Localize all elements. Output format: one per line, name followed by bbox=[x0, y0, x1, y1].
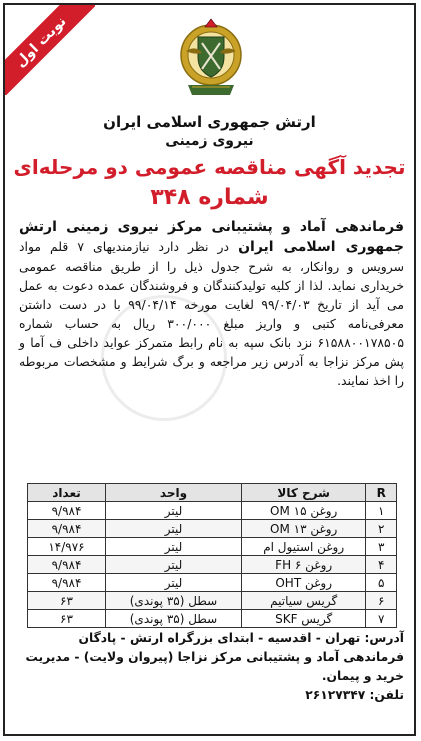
table-row bbox=[28, 610, 397, 628]
row-quantity: ۶۳ bbox=[28, 592, 106, 610]
row-item-name: روغن OM ۱۵ bbox=[241, 502, 365, 520]
header-r: R bbox=[366, 484, 397, 502]
notice-body bbox=[19, 217, 404, 390]
row-unit: سطل (۳۵ پوندی) bbox=[105, 610, 241, 628]
notice-body-lead: فرماندهی آماد و پشتیبانی مرکز نیروی زمینی ارتش جمهوری اسلامی ایران bbox=[19, 219, 404, 255]
row-unit: لیتر bbox=[105, 502, 241, 520]
row-item-name: روغن استیول ام bbox=[241, 538, 365, 556]
table-row bbox=[28, 520, 397, 538]
row-index: ۴ bbox=[366, 556, 397, 574]
row-item-name: روغن FH ۶ bbox=[241, 556, 365, 574]
row-index: ۲ bbox=[366, 520, 397, 538]
table-header-row bbox=[28, 484, 397, 502]
corner-ribbon bbox=[5, 5, 95, 95]
contact-footer bbox=[19, 629, 404, 705]
table-row bbox=[28, 574, 397, 592]
row-unit: لیتر bbox=[105, 574, 241, 592]
header-unit: واحد bbox=[105, 484, 241, 502]
header-name: شرح کالا bbox=[241, 484, 365, 502]
row-quantity: ۶۳ bbox=[28, 610, 106, 628]
org-name: ارتش جمهوری اسلامی ایران bbox=[103, 113, 316, 131]
row-unit: سطل (۳۵ پوندی) bbox=[105, 592, 241, 610]
row-index: ۱ bbox=[366, 502, 397, 520]
row-item-name: روغن OM ۱۳ bbox=[241, 520, 365, 538]
row-index: ۷ bbox=[366, 610, 397, 628]
row-quantity: ۹/۹۸۴ bbox=[28, 520, 106, 538]
row-unit: لیتر bbox=[105, 520, 241, 538]
row-unit: لیتر bbox=[105, 538, 241, 556]
table-row bbox=[28, 502, 397, 520]
first-publication-badge: نوبت اول bbox=[5, 5, 95, 95]
row-unit: لیتر bbox=[105, 556, 241, 574]
org-branch: نیروی زمینی bbox=[165, 133, 254, 149]
row-quantity: ۱۴/۹۷۶ bbox=[28, 538, 106, 556]
row-item-name: گریس SKF bbox=[241, 610, 365, 628]
table-row bbox=[28, 538, 397, 556]
notice-number: شماره ۳۴۸ bbox=[150, 185, 269, 210]
row-item-name: گریس سیاتیم bbox=[241, 592, 365, 610]
phone-text: تلفن: ۲۶۱۲۷۳۴۷ bbox=[305, 688, 404, 702]
notice-frame bbox=[3, 3, 416, 736]
address-text: آدرس: تهران - اقدسیه - ابتدای بزرگراه ارتش - پادگان فرماندهی آماد و پشتیبانی مرکز نزاجا (پیروان ولایت) - مدیریت خرید و پیمان. bbox=[25, 631, 404, 683]
row-quantity: ۹/۹۸۴ bbox=[28, 556, 106, 574]
row-quantity: ۹/۹۸۴ bbox=[28, 502, 106, 520]
row-quantity: ۹/۹۸۴ bbox=[28, 574, 106, 592]
army-ground-force-emblem-icon bbox=[178, 15, 244, 107]
notice-body-text: در نظر دارد نیازمندیهای ۷ قلم مواد سرویس و روانکار، به شرح جدول ذیل را از طریق مناقصه عمومی خریداری نماید. لذا از کلیه تولیدکنندگان و فروشندگان عمده دعوت به عمل می آید از تاریخ ۹۹/۰۴/۰۳ لغایت مورخه ۹۹/۰۴/۱۴ با در دست داشتن معرفی‌نامه کتبی و واریز مبلغ ۳۰۰/۰۰۰ ریال به حساب شماره ۶۱۵۸۸۰۰۱۷۸۵۰۵ نزد بانک سپه به نام رابط متمرکز عواید داخلی ف آما و پش مرکز نزاجا به آدرس زیر مراجعه و برگ شرایط و مشخصات مربوطه را اخذ نمایند. bbox=[19, 239, 404, 388]
row-index: ۳ bbox=[366, 538, 397, 556]
notice-title: تجدید آگهی مناقصه عمومی دو مرحله‌ای bbox=[13, 155, 406, 179]
row-index: ۶ bbox=[366, 592, 397, 610]
table-row bbox=[28, 592, 397, 610]
row-item-name: روغن OHT bbox=[241, 574, 365, 592]
row-index: ۵ bbox=[366, 574, 397, 592]
table-row bbox=[28, 556, 397, 574]
items-table bbox=[27, 483, 397, 628]
header-qty: تعداد bbox=[28, 484, 106, 502]
